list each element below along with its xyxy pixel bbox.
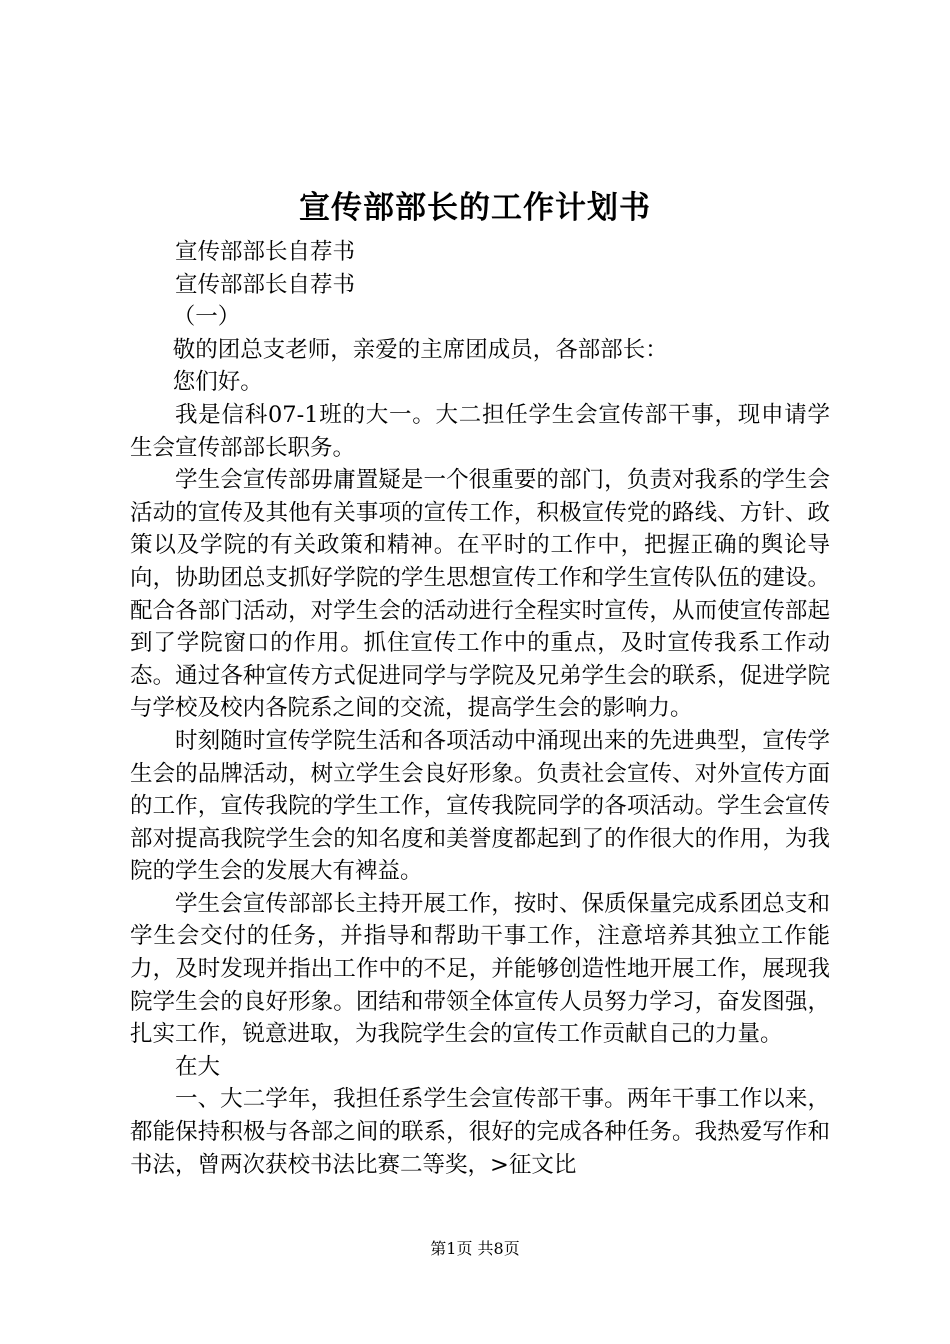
paragraph: 宣传部部长自荐书 — [175, 239, 356, 265]
paragraph: 学生会宣传部毋庸置疑是一个很重要的部门，负责对我系的学生会活动的宣传及其他有关事项的宣传工作，积极宣传党的路线、方针、政策以及学院的有关政策和精神。在平时的工作中，把握正确的舆论导向，协助团总支抓好学院的学生思想宣传工作和学生宣传队伍的建设。配合各部门活动，对学生会的活动进行全程实时宣传，从而使宣传部起到了学院窗口的作用。抓住宣传工作中的重点，及时宣传我系工作动态。通过各种宣传方式促进同学与学院及兄弟学生会的联系，促进学院与学校及校内各院系之间的交流，提高学生会的影响力。 — [130, 467, 830, 722]
paragraph: （一） — [172, 304, 241, 331]
paragraph: 学生会宣传部部长主持开展工作，按时、保质保量完成系团总支和学生会交付的任务，并指导和帮助干事工作，注意培养其独立工作能力，及时发现并指出工作中的不足，并能够创造性地开展工作，展现我院学生会的良好形象。团结和带领全体宣传人员努力学习，奋发图强，扎实工作，锐意进取，为我院学生会的宣传工作贡献自己的力量。 — [130, 890, 830, 1048]
paragraph: 时刻随时宣传学院生活和各项活动中涌现出来的先进典型，宣传学生会的品牌活动，树立学生会良好形象。负责社会宣传、对外宣传方面的工作，宣传我院的学生工作，宣传我院同学的各项活动。学生会宣传部对提高我院学生会的知名度和美誉度都起到了的作很大的作用，为我院的学生会的发展大有裨益。 — [130, 727, 830, 885]
paragraph: 我是信科07-1班的大一。大二担任学生会宣传部干事，现申请学生会宣传部部长职务。 — [130, 401, 830, 461]
paragraph: 敬的团总支老师，亲爱的主席团成员，各部部长： — [172, 336, 668, 363]
paragraph: 宣传部部长自荐书 — [175, 271, 356, 298]
paragraph: 您们好。 — [172, 369, 263, 396]
paragraph: 在大 — [175, 1053, 221, 1080]
document-title: 宣传部部长的工作计划书 — [299, 190, 651, 226]
document-body — [130, 236, 830, 1181]
page-footer: 第1页 共8页 — [430, 1239, 520, 1258]
paragraph: 一、大二学年，我担任系学生会宣传部干事。两年干事工作以来，都能保持积极与各部之间的联系，很好的完成各种任务。我热爱写作和书法，曾两次获校书法比赛二等奖，>征文比 — [130, 1086, 830, 1178]
